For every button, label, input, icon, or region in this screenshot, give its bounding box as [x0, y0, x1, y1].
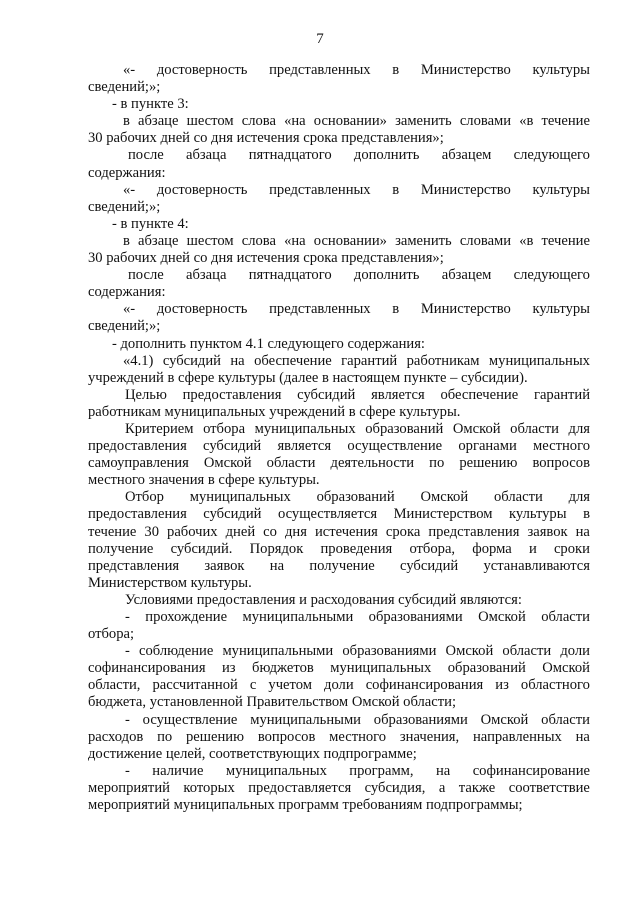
word: «на	[284, 113, 306, 130]
page-number: 7	[316, 31, 324, 47]
word: заменить	[395, 232, 452, 249]
word: осуществление	[347, 438, 443, 455]
word: области	[493, 489, 543, 506]
word: софинансирование	[472, 762, 590, 779]
text-line	[88, 489, 590, 506]
word: заменить	[395, 113, 452, 130]
word: культуры	[509, 506, 567, 523]
word: муниципальными	[250, 711, 361, 728]
word: местного	[329, 728, 387, 745]
word: абзаца	[185, 147, 227, 164]
word: субсидий	[203, 506, 262, 523]
word: обеспечение	[440, 386, 519, 403]
word: предоставления	[88, 438, 187, 455]
text-line: - в пункте 3:	[112, 96, 189, 113]
word: после	[128, 267, 164, 284]
text-line: местного значения в сфере культуры.	[88, 472, 320, 489]
word: по	[157, 728, 173, 745]
word: расходов	[88, 728, 144, 745]
word: на	[269, 557, 285, 574]
word: муниципальных	[254, 420, 356, 437]
word: представленных	[269, 301, 371, 318]
text-line: 30 рабочих дней со дня истечения срока представления»;	[88, 250, 444, 267]
word: образованиями	[373, 711, 468, 728]
word: по	[429, 455, 445, 472]
word: Омской	[478, 609, 526, 625]
word: работникам	[406, 352, 480, 369]
word: основании»	[313, 113, 387, 130]
text-line	[88, 524, 590, 541]
word: шестом	[186, 232, 234, 249]
word: следующего	[513, 267, 590, 284]
word: культуры	[532, 301, 590, 318]
word: субсидия,	[364, 779, 426, 796]
word: области	[510, 420, 559, 437]
word: области	[541, 609, 590, 625]
word: отбора	[203, 420, 246, 437]
word: «-	[123, 62, 136, 78]
text-line	[88, 609, 590, 626]
word: на	[435, 762, 451, 779]
text-line	[88, 643, 590, 660]
word: заявок	[527, 523, 568, 540]
word: на	[575, 523, 590, 540]
word: также	[458, 779, 496, 796]
word: представления	[428, 523, 520, 540]
word: отбора,	[409, 540, 456, 557]
word: Омской	[420, 489, 469, 506]
word: заявок	[204, 557, 245, 574]
word: «на	[284, 232, 306, 249]
word: Омской	[203, 455, 252, 472]
word: следующего	[513, 147, 590, 164]
text-line: бюджета, установленной Правительством Омской области;	[88, 694, 457, 711]
word: Омской	[452, 420, 501, 437]
text-line	[88, 712, 590, 729]
text-line: 30 рабочих дней со дня истечения срока представления»;	[88, 130, 444, 147]
word: шестом	[186, 113, 234, 130]
word: слова	[241, 113, 276, 130]
word: истечения	[314, 523, 378, 540]
text-line: Условиями предоставления и расходования субсидий являются:	[125, 591, 522, 608]
word: области	[502, 643, 552, 660]
text-line: содержания:	[88, 164, 166, 181]
text-line: - в пункте 4:	[112, 215, 189, 232]
word: культуры	[532, 181, 590, 198]
word: в	[123, 113, 130, 130]
text-line: работникам муниципальных учреждений в сфере культуры.	[88, 403, 461, 420]
word: представленных	[269, 62, 371, 78]
word: учетом	[268, 677, 312, 694]
word: наличие	[152, 762, 204, 779]
word: с	[249, 677, 257, 694]
document-body	[88, 62, 590, 814]
word: софинансирования	[88, 660, 206, 677]
word: субсидий	[203, 438, 262, 455]
text-line	[88, 763, 590, 780]
word: после	[128, 147, 164, 164]
word: абзаце	[138, 113, 179, 130]
word: «-	[123, 301, 136, 318]
word: получение	[309, 557, 375, 574]
word: Министерство	[420, 301, 511, 318]
text-line	[88, 541, 590, 558]
word: Отбор	[125, 489, 164, 506]
word: пятнадцатого	[248, 267, 332, 284]
word: вопросов	[532, 455, 590, 472]
text-line	[88, 353, 590, 370]
word: муниципальных	[330, 660, 432, 677]
word: Порядок	[249, 540, 304, 557]
word: субсидий.	[170, 540, 233, 557]
word: образований	[447, 660, 526, 677]
word: соблюдение	[139, 643, 214, 660]
word: абзаце	[138, 232, 179, 249]
word: осуществляется	[277, 506, 378, 523]
word: рабочих	[167, 523, 218, 540]
word: области	[266, 455, 316, 472]
word: Министерством	[393, 506, 493, 523]
word: дня	[284, 523, 307, 540]
word: прохождение	[145, 609, 228, 625]
word: в	[392, 181, 400, 198]
text-line	[88, 182, 590, 199]
text-line: Министерством культуры.	[88, 574, 252, 591]
word: является	[371, 386, 425, 403]
word: на	[230, 352, 245, 369]
word: значения,	[399, 728, 460, 745]
word: абзацем	[441, 147, 492, 164]
text-line: достижение целей, соответствующих подпрограмме;	[88, 745, 417, 762]
word: а	[438, 779, 446, 796]
text-line	[88, 455, 590, 472]
word: дней	[225, 523, 256, 540]
word: соответствие	[508, 779, 590, 796]
word: Целью	[125, 386, 167, 403]
word: доли	[560, 643, 590, 660]
word: области,	[88, 677, 141, 694]
word: предоставления	[182, 386, 282, 403]
word: словами	[459, 113, 512, 130]
word: культуры	[532, 62, 590, 78]
word: дополнить	[353, 267, 420, 284]
text-line	[88, 506, 590, 523]
word: «в	[519, 232, 534, 249]
word: в	[392, 62, 400, 78]
word: которых	[183, 779, 235, 796]
word: органами	[458, 438, 517, 455]
word: Омской	[542, 660, 590, 677]
text-line	[88, 729, 590, 746]
word: осуществление	[142, 711, 238, 728]
word: абзаца	[185, 267, 227, 284]
text-line	[88, 113, 590, 130]
word: 30	[144, 523, 160, 540]
text-line: отбора;	[88, 626, 135, 643]
word: из	[221, 660, 236, 677]
word: «4.1)	[123, 352, 154, 369]
word: достоверность	[156, 301, 248, 318]
word: мероприятий	[88, 779, 170, 796]
word: Критерием	[125, 420, 194, 437]
word: муниципальными	[222, 643, 334, 660]
word: образованиями	[342, 643, 437, 660]
text-line	[88, 677, 590, 694]
word: устанавливаются	[483, 557, 590, 574]
text-line: учреждений в сфере культуры (далее в настоящем пункте – субсидии).	[88, 369, 528, 386]
text-line: сведений;»;	[88, 79, 161, 96]
word: деятельности	[330, 455, 415, 472]
word: «-	[123, 181, 136, 198]
word: из	[495, 677, 509, 694]
text-line	[88, 558, 590, 575]
word: в	[123, 232, 130, 249]
word: бюджетов	[252, 660, 314, 677]
text-line: мероприятий муниципальных программ требованиям подпрограммы;	[88, 797, 523, 814]
word: сроки	[553, 540, 590, 557]
word: форма	[472, 540, 512, 557]
text-line	[88, 421, 590, 438]
word: абзацем	[441, 267, 492, 284]
word: образований	[316, 489, 395, 506]
word: -	[125, 609, 130, 625]
text-line	[88, 233, 590, 250]
word: субсидий	[162, 352, 221, 369]
word: -	[125, 762, 130, 779]
text-line: сведений;»;	[88, 318, 161, 335]
word: в	[392, 301, 400, 318]
word: рассчитанной	[152, 677, 238, 694]
text-line	[88, 301, 590, 318]
word: достоверность	[156, 62, 248, 78]
word: срока	[385, 523, 421, 540]
word: областного	[520, 677, 590, 694]
word: для	[568, 489, 590, 506]
word: предоставляется	[248, 779, 352, 796]
word: образованиями	[368, 609, 463, 625]
word: направленных	[472, 728, 562, 745]
word: гарантий	[341, 352, 398, 369]
text-line	[88, 660, 590, 677]
word: в	[583, 506, 590, 523]
word: софинансирования	[365, 677, 484, 694]
word: гарантий	[533, 386, 590, 403]
word: течение	[88, 523, 137, 540]
word: слова	[241, 232, 276, 249]
word: муниципальных	[225, 762, 327, 779]
text-line	[88, 387, 590, 404]
word: решению	[186, 728, 245, 745]
word: дополнить	[353, 147, 420, 164]
text-line	[88, 147, 590, 164]
word: области	[541, 711, 590, 728]
word: пятнадцатого	[248, 147, 332, 164]
word: самоуправления	[88, 455, 189, 472]
text-line: сведений;»;	[88, 198, 161, 215]
text-line	[88, 267, 590, 284]
word: программ,	[349, 762, 414, 779]
word: словами	[459, 232, 512, 249]
word: вопросов	[257, 728, 316, 745]
word: со	[263, 523, 277, 540]
word: Министерство	[420, 62, 511, 78]
word: на	[575, 728, 590, 745]
word: и	[528, 540, 537, 557]
word: -	[125, 643, 130, 660]
word: течение	[541, 232, 590, 249]
word: местного	[533, 438, 590, 455]
text-line: - дополнить пунктом 4.1 следующего содержания:	[112, 335, 425, 352]
word: для	[568, 420, 590, 437]
word: Министерство	[420, 181, 511, 198]
text-line	[88, 438, 590, 455]
word: Омской	[480, 711, 529, 728]
word: «в	[519, 113, 534, 130]
word: течение	[541, 113, 590, 130]
text-line: содержания:	[88, 284, 166, 301]
word: субсидий	[400, 557, 459, 574]
word: муниципальными	[242, 609, 354, 625]
word: достоверность	[156, 181, 248, 198]
word: обеспечение	[254, 352, 332, 369]
text-line	[88, 62, 590, 79]
word: муниципальных	[488, 352, 590, 369]
word: представления	[88, 557, 180, 574]
word: проведения	[320, 540, 393, 557]
word: решению	[459, 455, 518, 472]
word: предоставления	[88, 506, 187, 523]
word: Омской	[445, 643, 494, 660]
word: -	[125, 711, 130, 728]
word: основании»	[313, 232, 387, 249]
word: муниципальных	[189, 489, 291, 506]
word: доли	[324, 677, 354, 694]
word: представленных	[269, 181, 371, 198]
text-line	[88, 780, 590, 797]
word: образований	[365, 420, 444, 437]
word: является	[277, 438, 332, 455]
word: субсидий	[297, 386, 356, 403]
word: получение	[88, 540, 154, 557]
